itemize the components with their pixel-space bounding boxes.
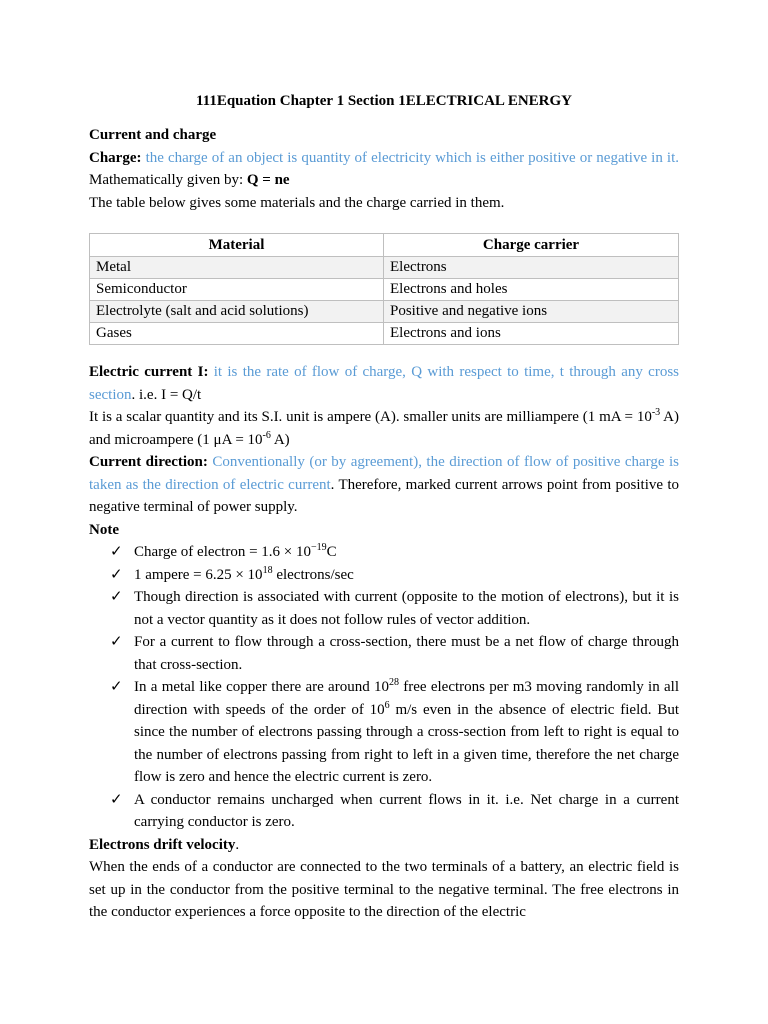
electric-current-definition: it is the rate of flow of charge, Q with respect to time, t through any cross section xyxy=(89,364,679,403)
document-content xyxy=(89,92,679,924)
note-text: A conductor remains uncharged when current flows in it. i.e. Net charge in a current carrying conductor is zero. xyxy=(134,791,679,830)
electric-current-label: Electric current I: xyxy=(89,364,209,380)
note-heading: Note xyxy=(89,521,119,538)
note-exponent: 28 xyxy=(388,677,399,688)
note-text: C xyxy=(326,544,337,560)
note-exponent: 6 xyxy=(384,699,390,711)
table-intro: The table below gives some materials and the charge carried in them. xyxy=(89,194,505,211)
note-text: In a metal like copper there are around 10 xyxy=(134,679,389,695)
drift-heading-line xyxy=(89,834,679,857)
checkmark-icon: ✓ xyxy=(110,791,123,808)
table-header-row xyxy=(90,234,679,257)
section-heading-current-and-charge: Current and charge xyxy=(89,127,217,143)
drift-heading: Electrons drift velocity xyxy=(89,836,236,853)
note-text: 1 ampere = 6.25 × 10 xyxy=(134,566,263,583)
table-cell-material: Gases xyxy=(90,323,384,345)
table-cell-carrier: Positive and negative ions xyxy=(384,301,679,323)
note-text: electrons/sec xyxy=(272,566,354,583)
note-exponent: 18 xyxy=(262,564,273,576)
charge-label: Charge: xyxy=(89,149,142,166)
note-text: Though direction is associated with current (opposite to the motion of electrons), but it is not a vector quantity as it does not follow rules of vector addition. xyxy=(134,589,679,628)
current-direction-label: Current direction: xyxy=(89,454,208,470)
note-list xyxy=(89,541,679,834)
unit-text-b: A) and microampere (1 μA = 10 xyxy=(89,409,679,448)
table-cell-material: Metal xyxy=(90,257,384,279)
electric-current-paragraph xyxy=(89,361,679,406)
checkmark-icon: ✓ xyxy=(110,566,123,583)
charge-definition: the charge of an object is quantity of electricity which is either positive or negative in it. xyxy=(141,149,679,166)
table-cell-material: Semiconductor xyxy=(90,279,384,301)
unit-exponent: -6 xyxy=(262,429,271,441)
table-header-charge-carrier: Charge carrier xyxy=(384,234,679,257)
electric-current-formula: . i.e. I = Q/t xyxy=(131,386,202,403)
note-text: free electrons per m3 moving randomly in all direction with speeds of the order of 10 xyxy=(134,679,679,718)
note-exponent: −19 xyxy=(311,542,327,553)
unit-text-c: A) xyxy=(270,431,290,448)
charge-paragraph xyxy=(89,147,679,192)
unit-text-a: It is a scalar quantity and its S.I. unit is ampere (A). smaller units are milliampere (1 mA = 10 xyxy=(89,409,652,425)
drift-heading-dot: . xyxy=(235,836,240,853)
table-cell-carrier: Electrons and holes xyxy=(384,279,679,301)
document-title: 111Equation Chapter 1 Section 1ELECTRICAL ENERGY xyxy=(195,93,573,109)
list-item xyxy=(89,631,679,676)
unit-exponent: -3 xyxy=(651,407,661,418)
table-row xyxy=(90,323,679,345)
charge-carrier-table xyxy=(89,233,679,345)
note-text: m/s even in the absence of electric field. But since the number of electrons passing through a cross-section from left to right is equal to the number of electrons passing from right to left in a given time, therefore the net charge flow is zero and hence the electric current is zero. xyxy=(134,701,679,785)
table-header-material: Material xyxy=(90,234,384,257)
table-row xyxy=(90,279,679,301)
list-item xyxy=(89,541,679,564)
checkmark-icon: ✓ xyxy=(110,589,123,605)
table-cell-material: Electrolyte (salt and acid solutions) xyxy=(90,301,384,323)
table-cell-carrier: Electrons and ions xyxy=(384,323,679,345)
list-item xyxy=(89,586,679,631)
current-unit-paragraph xyxy=(89,406,679,451)
table-row xyxy=(90,257,679,279)
charge-math-prefix: Mathematically given by: xyxy=(89,172,247,188)
current-direction-rest: . Therefore, marked current arrows point from positive to negative terminal of power supply. xyxy=(89,476,680,515)
note-text: For a current to flow through a cross-section, there must be a net flow of charge through that cross-section. xyxy=(134,634,679,673)
list-item xyxy=(89,564,679,587)
list-item xyxy=(89,676,679,789)
current-direction-paragraph xyxy=(89,451,679,519)
note-text: Charge of electron = 1.6 × 10 xyxy=(134,544,312,560)
checkmark-icon: ✓ xyxy=(110,679,123,695)
drift-paragraph: When the ends of a conductor are connected to the two terminals of a battery, an electric field is set up in the conductor from the positive terminal to the negative terminal. The free electrons in the conductor experiences a force opposite to the direction of the electric xyxy=(89,859,679,920)
current-direction-definition: Conventionally (or by agreement), the direction of flow of positive charge is taken as the direction of electric current xyxy=(89,454,679,493)
checkmark-icon: ✓ xyxy=(110,544,123,560)
charge-formula: Q = ne xyxy=(246,172,290,188)
checkmark-icon: ✓ xyxy=(110,634,123,650)
table-row xyxy=(90,301,679,323)
list-item xyxy=(89,789,679,834)
table-cell-carrier: Electrons xyxy=(384,257,679,279)
